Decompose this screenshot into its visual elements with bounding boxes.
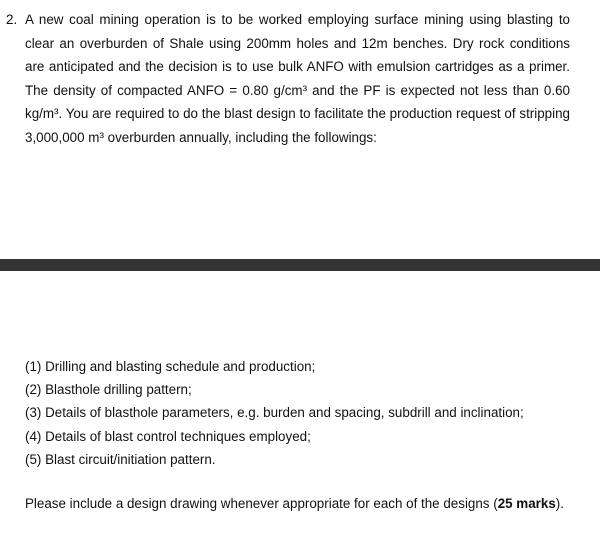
section-divider: [0, 259, 600, 271]
task-list: [25, 355, 524, 471]
task-item: (3) Details of blasthole parameters, e.g. burden and spacing, subdrill and inclination;: [25, 405, 524, 421]
question-block: [6, 8, 570, 150]
design-drawing-note: [25, 493, 564, 515]
task-item: (1) Drilling and blasting schedule and production;: [25, 359, 316, 374]
task-item: (4) Details of blast control techniques employed;: [25, 428, 311, 444]
question-text: [25, 8, 570, 150]
task-item: (2) Blasthole drilling pattern;: [25, 382, 192, 398]
note-text-before: Please include a design drawing whenever appropriate for each of the designs (: [25, 496, 498, 511]
question-number: 2.: [6, 12, 18, 27]
question-paragraph: A new coal mining operation is to be worked employing surface mining using blasting to clear an overburden of Shale using 200mm holes and 12m benches. Dry rock conditions are anticipated and the decision is to use bulk ANFO with emulsion cartridges as a primer. The density of compacted ANFO = 0.80 g/cm³ and the PF is expected not less than 0.60 kg/m³. You are required to do the blast design to facilitate the production request of stripping 3,000,000 m³ overburden annually, including the followings:: [25, 12, 570, 145]
note-text-after: ).: [555, 496, 564, 511]
marks-label: 25 marks: [497, 496, 556, 511]
task-item: (5) Blast circuit/initiation pattern.: [25, 451, 216, 467]
